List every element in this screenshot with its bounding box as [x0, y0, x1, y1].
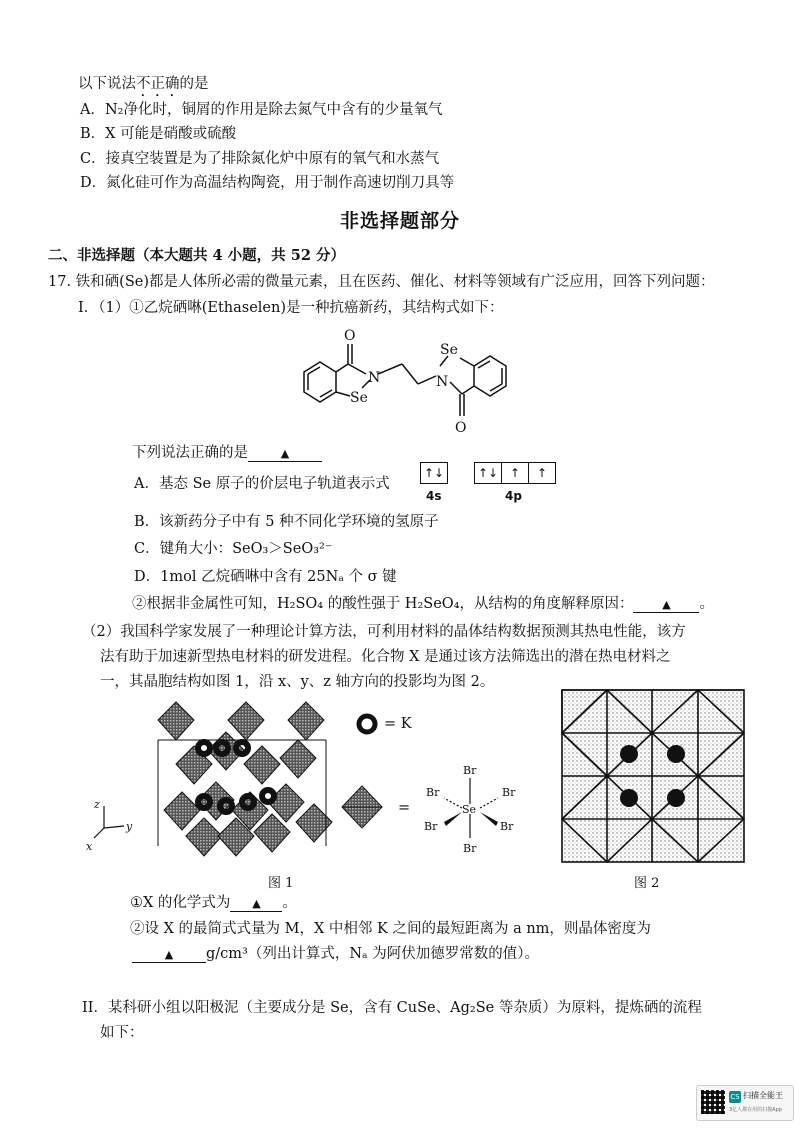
q17-stem: 17. 铁和硒(Se)都是人体所必需的微量元素，且在医药、催化、材料等领域有广泛应用，回答下列问题： [48, 274, 715, 290]
ligand-br-bottom: Br [463, 842, 477, 855]
ligand-br-lower-left: Br [424, 820, 438, 833]
q17-option-c: C．键角大小：SeO₃＞SeO₃²⁻ [134, 541, 333, 557]
ligand-br-upper-right: Br [502, 786, 516, 799]
q17-option-d: D．1mol 乙烷硒啉中含有 25Nₐ 个 σ 键 [134, 569, 397, 585]
orbital-4p-label: 4p [505, 489, 522, 503]
atom-n-left: N [368, 370, 381, 386]
q17-i2-part2-line2: ▲ g/cm³（列出计算式，Nₐ 为阿伏加德罗常数的值）。 [132, 944, 539, 964]
figure-1-unit-cell [86, 696, 352, 860]
orbital-4p-cell-3: ↑ [536, 466, 548, 480]
atom-o-top: O [344, 328, 356, 344]
scanner-watermark [696, 1085, 794, 1121]
q17-i1-part2: ②根据非金属性可知，H₂SO₄ 的酸性强于 H₂SeO₄，从结构的角度解释原因： ▲ 。 [132, 596, 714, 612]
watermark-name: 扫描全能王 [743, 1091, 783, 1100]
center-se: Se [462, 803, 477, 816]
section-title: 非选择题部分 [340, 210, 461, 232]
q16-stem: 以下说法不正确的是 [78, 76, 209, 92]
potassium-legend-icon [356, 713, 378, 735]
atom-o-bottom: O [455, 420, 467, 436]
q17-i2-line2: 法有助于加速新型热电材料的研发进程。化合物 X 是通过该方法筛选出的潜在热电材料之 [100, 649, 671, 665]
q17-i2-line1: （2）我国科学家发展了一种理论计算方法，可利用材料的晶体结构数据预测其热电性能，该方 [82, 624, 686, 640]
legend-k-label: = K [384, 716, 412, 732]
q17-i2-line3: 一，其晶胞结构如图 1，沿 x、y、z 轴方向的投影均为图 2。 [100, 674, 495, 690]
q16-option-a: A．N₂净化时，铜屑的作用是除去氮气中含有的少量氧气 [80, 102, 443, 118]
q17-i2-part1: ①X 的化学式为 ▲ 。 [130, 895, 297, 911]
answer-blank: ▲ [230, 897, 282, 912]
figure-1-caption: 图 1 [268, 876, 294, 891]
q17-option-a: A．基态 Se 原子的价层电子轨道表示式 [134, 476, 390, 492]
orbital-4s-cell: ↑↓ [423, 466, 445, 480]
orbital-4p-box [474, 462, 556, 484]
orbital-4p-cell-2: ↑ [502, 463, 529, 483]
ethaselen-structure [290, 322, 530, 440]
q17-option-b: B．该新药分子中有 5 种不同化学环境的氢原子 [134, 514, 439, 530]
answer-blank: ▲ [633, 598, 699, 613]
q17-ii-line2: 如下： [100, 1025, 144, 1041]
orbital-4p-cell-1: ↑↓ [475, 463, 502, 483]
orbital-4s-label: 4s [426, 489, 442, 503]
figure-2-caption: 图 2 [634, 876, 660, 891]
atom-n-right: N [436, 374, 449, 390]
legend-equals: = [398, 800, 411, 816]
q16-option-d: D．氮化硅可作为高温结构陶瓷，用于制作高速切削刀具等 [80, 175, 455, 191]
ligand-br-top: Br [463, 764, 477, 777]
orbital-4s-box [420, 462, 448, 484]
correct-prompt: 下列说法正确的是 ▲ [132, 443, 322, 463]
axis-y-label: y [126, 820, 133, 833]
q17-ii-line1: II．某科研小组以阳极泥（主要成分是 Se，含有 CuSe、Ag₂Se 等杂质）为原料，提炼硒的流程 [82, 1000, 702, 1016]
axis-x-label: x [86, 840, 93, 853]
atom-se-right: Se [440, 342, 458, 358]
q16-option-c: C．接真空装置是为了排除氮化炉中原有的氧气和水蒸气 [80, 151, 440, 167]
figure-2-projection [560, 688, 746, 864]
q16-option-b: B．X 可能是硝酸或硫酸 [80, 126, 237, 142]
octahedron-legend-icon [340, 784, 384, 830]
axis-z-label: z [94, 798, 100, 811]
qr-code-icon [701, 1090, 725, 1114]
q17-i1-intro: I．（1）①乙烷硒啉(Ethaselen)是一种抗癌新药，其结构式如下： [78, 300, 504, 316]
atom-se-left: Se [350, 390, 368, 406]
cs-logo-icon: CS [730, 1093, 740, 1101]
ligand-br-upper-left: Br [426, 786, 440, 799]
part2-header: 二、非选择题（本大题共 4 小题，共 52 分） [48, 247, 345, 264]
sebr6-complex [418, 758, 528, 862]
q17-i2-part2-line1: ②设 X 的最简式式量为 M，X 中相邻 K 之间的最短距离为 a nm，则晶体密度为 [130, 921, 651, 937]
answer-blank: ▲ [248, 447, 322, 462]
watermark-subtitle: 3亿人都在用的扫描App [729, 1107, 782, 1113]
answer-blank: ▲ [132, 948, 206, 963]
ligand-br-lower-right: Br [500, 820, 514, 833]
